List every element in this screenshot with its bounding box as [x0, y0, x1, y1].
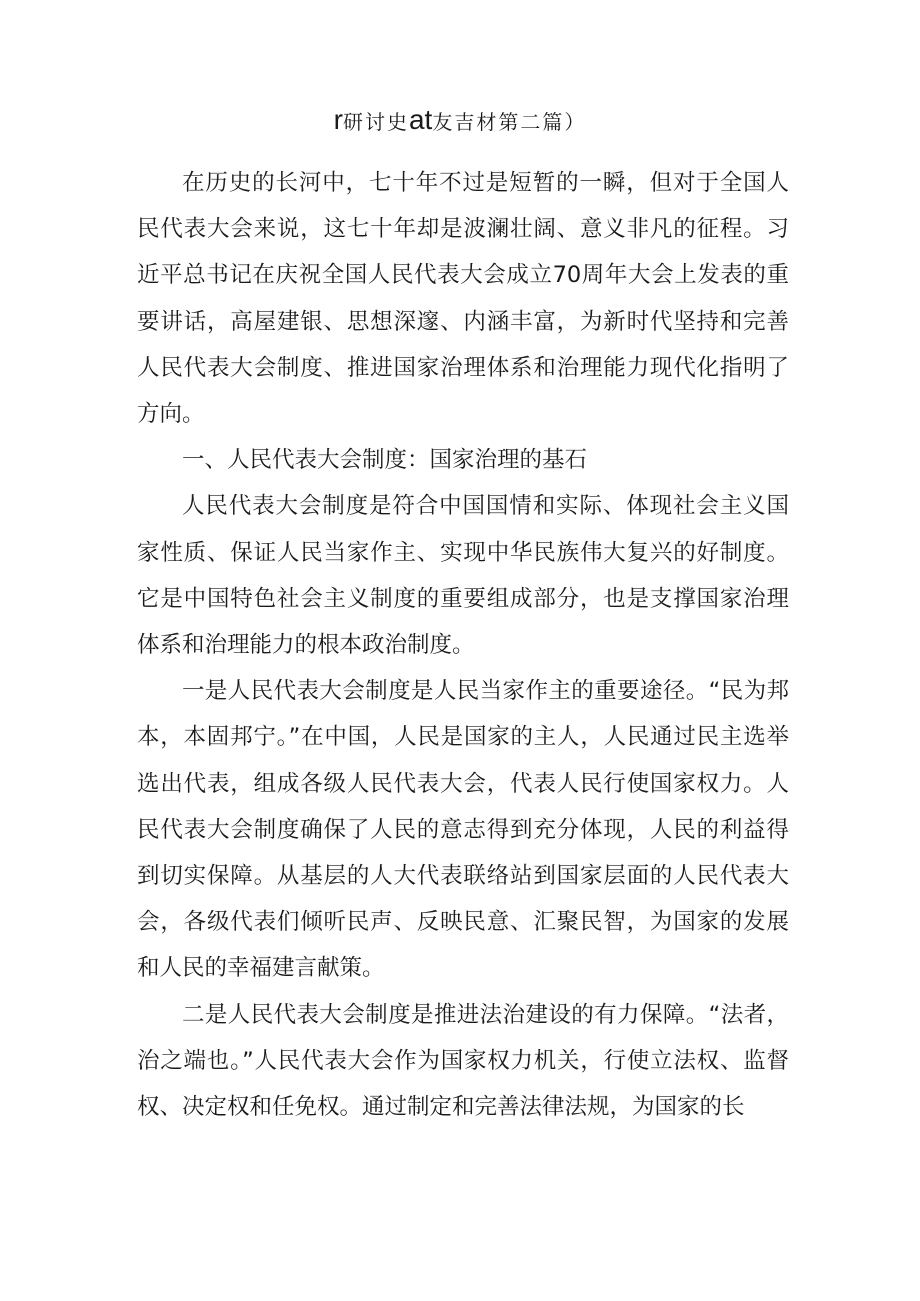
section-heading-1: 一、人民代表大会制度：国家治理的基石 [182, 447, 588, 474]
paragraph-intro: 在历史的长河中，七十年不过是短暂的一瞬，但对于全国人民代表大会来说，这七十年却是波澜壮阔、意义非凡的征程。习近平总书记在庆祝全国人民代表大会成立70周年大会上发表的重要讲话，高屋建银、思想深邃、内涵丰富，为新时代坚持和完善人民代表大会制度、推进国家治理体系和治理能力现代化指明了方向。 [137, 170, 789, 428]
paragraph-point-2: 二是人民代表大会制度是推进法治建设的有力保障。“法者，治之端也。”人民代表大会作为国家权力机关，行使立法权、监督权、决定权和任免权。通过制定和完善法律法规，为国家的长 [137, 1001, 789, 1121]
paragraph-system-overview: 人民代表大会制度是符合中国国情和实际、体现社会主义国家性质、保证人民当家作主、实现中华民族伟大复兴的好制度。它是中国特色社会主义制度的重要组成部分，也是支撑国家治理体系和治理能力的根本政治制度。 [137, 493, 789, 659]
document-title [0, 100, 920, 142]
paragraph-point-1: 一是人民代表大会制度是人民当家作主的重要途径。“民为邦本，本固邦宁。”在中国，人民是国家的主人，人民通过民主选举选出代表，组成各级人民代表大会，代表人民行使国家权力。人民代表大会制度确保了人民的意志得到充分体现，人民的利益得到切实保障。从基层的人大代表联络站到国家层面的人民代表大会，各级代表们倾听民声、反映民意、汇聚民智，为国家的发展和人民的幸福建言献策。 [137, 678, 789, 982]
title-latin: at [408, 104, 433, 135]
title-part-1: 研讨史 [342, 110, 409, 134]
title-part-2: 友吉材第二篇） [432, 110, 587, 134]
title-prefix: r [333, 104, 343, 135]
document-body [137, 160, 789, 1130]
